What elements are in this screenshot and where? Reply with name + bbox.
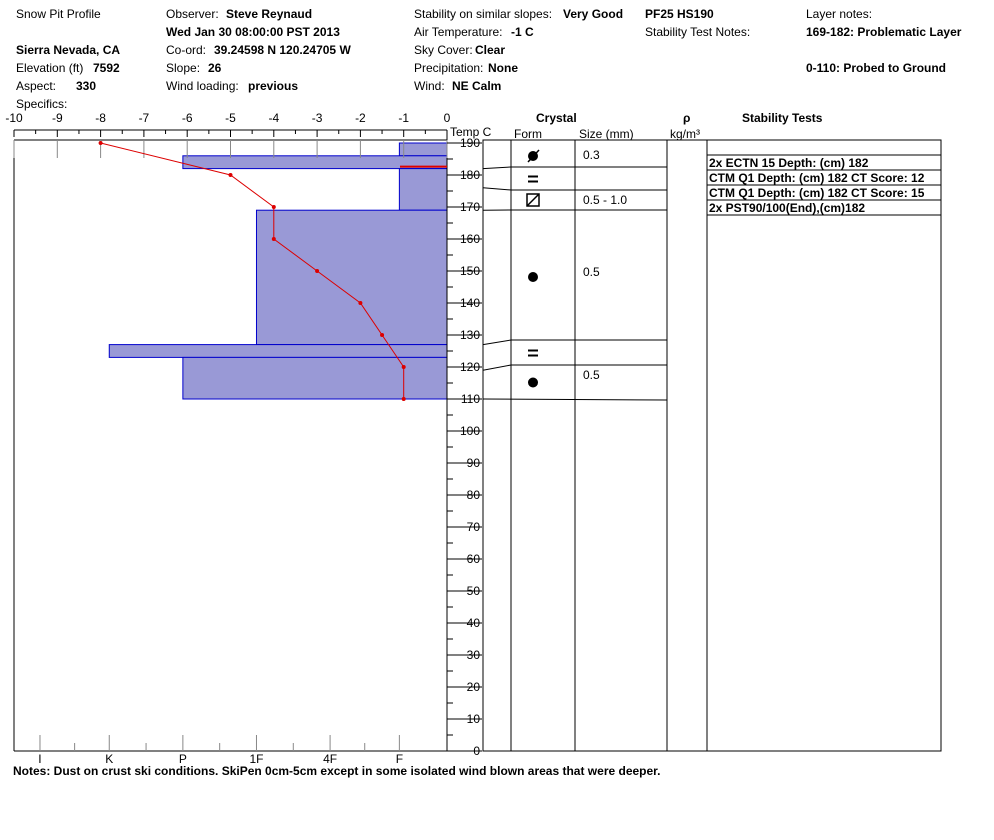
depth-tick-label: 160 xyxy=(459,232,480,246)
depth-tick-label: 90 xyxy=(466,456,480,470)
layer-note-2: 0-110: Probed to Ground xyxy=(806,61,947,75)
temperature-point xyxy=(315,269,319,273)
stability-test-notes-label: Stability Test Notes: xyxy=(645,25,751,39)
depth-tick-label: 150 xyxy=(459,264,480,278)
density-unit: kg/m³ xyxy=(670,127,700,141)
aspect-label: Aspect: xyxy=(16,79,57,93)
coord-label: Co-ord: xyxy=(166,43,207,57)
air-temp-value: -1 C xyxy=(511,25,534,39)
hardness-bar xyxy=(399,169,447,211)
depth-tick-label: 70 xyxy=(466,520,480,534)
stability-tests-table xyxy=(707,155,941,215)
depth-tick-label: 40 xyxy=(466,616,480,630)
hardness-tick-label: K xyxy=(105,752,114,766)
hardness-tick-label: I xyxy=(38,752,42,766)
crystal-size: 0.5 - 1.0 xyxy=(583,193,628,207)
depth-tick-label: 170 xyxy=(459,200,480,214)
wind-loading-label: Wind loading: xyxy=(166,79,239,93)
wind-loading-value: previous xyxy=(248,79,299,93)
stability-tests-header: Stability Tests xyxy=(742,111,823,125)
size-header: Size (mm) xyxy=(579,127,634,141)
stability-test-entry: CTM Q1 Depth: (cm) 182 CT Score: 12 xyxy=(709,171,925,185)
observer-label: Observer: xyxy=(166,7,219,21)
temp-tick-label: -1 xyxy=(398,111,410,125)
pf-hs: PF25 HS190 xyxy=(645,7,714,21)
slope-value: 26 xyxy=(208,61,222,75)
depth-tick-label: 120 xyxy=(459,360,480,374)
temperature-point xyxy=(402,397,406,401)
depth-tick-label: 100 xyxy=(459,424,480,438)
aspect-value: 330 xyxy=(76,79,97,93)
specifics-label: Specifics: xyxy=(16,97,68,111)
location: Sierra Nevada, CA xyxy=(16,43,121,57)
depth-tick-label: 0 xyxy=(473,744,480,758)
sky-value: Clear xyxy=(475,43,506,57)
hardness-bar xyxy=(256,210,447,344)
sky-label: Sky Cover: xyxy=(414,43,473,57)
depth-tick-label: 110 xyxy=(460,392,480,406)
temperature-point xyxy=(272,205,276,209)
page-title: Snow Pit Profile xyxy=(16,7,101,21)
crystal-header: Crystal xyxy=(536,111,577,125)
temp-tick-label: 0 xyxy=(443,111,451,125)
depth-tick-label: 180 xyxy=(459,168,480,182)
depth-tick-label: 130 xyxy=(459,328,480,342)
density-header: ρ xyxy=(683,111,691,125)
temperature-point xyxy=(358,301,362,305)
table-frame xyxy=(483,140,941,751)
depth-tick-label: 80 xyxy=(466,488,480,502)
temp-tick-label: -5 xyxy=(225,111,236,125)
temperature-point xyxy=(380,333,384,337)
layer-notes-label: Layer notes: xyxy=(806,7,873,21)
notes: Notes: Dust on crust ski conditions. SkiPen 0cm-5cm except in some isolated wind blown areas that were deeper. xyxy=(13,764,661,778)
stability-test-entry: CTM Q1 Depth: (cm) 182 CT Score: 15 xyxy=(709,186,925,200)
temp-tick-label: -3 xyxy=(311,111,323,125)
depth-tick-label: 30 xyxy=(466,648,480,662)
depth-tick-label: 140 xyxy=(459,296,480,310)
rounded-grain-icon xyxy=(528,378,538,388)
temperature-point xyxy=(272,237,276,241)
temp-tick-label: -10 xyxy=(5,111,23,125)
hardness-tick-label: 4F xyxy=(323,752,338,766)
stability-test-entry: 2x ECTN 15 Depth: (cm) 182 xyxy=(709,156,869,170)
hardness-bar xyxy=(399,143,447,156)
temperature-point xyxy=(402,365,406,369)
crystal-size: 0.5 xyxy=(583,265,600,279)
wind-value: NE Calm xyxy=(452,79,502,93)
elevation-label: Elevation (ft) xyxy=(16,61,84,75)
hardness-layers xyxy=(109,143,447,399)
crystal-size: 0.3 xyxy=(583,148,600,162)
temp-axis-label: Temp C xyxy=(450,125,492,139)
depth-tick-label: 10 xyxy=(466,712,480,726)
faceted-crystal-slash xyxy=(527,194,539,206)
temp-tick-label: -9 xyxy=(51,111,63,125)
slope-label: Slope: xyxy=(166,61,201,75)
hardness-tick-label: 1F xyxy=(249,752,264,766)
stability-value: Very Good xyxy=(563,7,624,21)
hardness-tick-label: F xyxy=(395,752,404,766)
coord-value: 39.24598 N 120.24705 W xyxy=(214,43,351,57)
temp-tick-label: -8 xyxy=(95,111,106,125)
hardness-bar xyxy=(183,357,447,399)
depth-tick-label: 60 xyxy=(466,552,480,566)
temp-tick-label: -4 xyxy=(268,111,280,125)
stability-test-entry: 2x PST90/100(End),(cm)182 xyxy=(709,201,866,215)
stability-label: Stability on similar slopes: xyxy=(414,7,553,21)
wind-label: Wind: xyxy=(414,79,445,93)
temperature-point xyxy=(229,173,233,177)
observer-value: Steve Reynaud xyxy=(226,7,313,21)
temperature-point xyxy=(99,141,103,145)
form-header: Form xyxy=(514,127,542,141)
crystal-table xyxy=(483,140,941,751)
temp-tick-label: -6 xyxy=(181,111,193,125)
air-temp-label: Air Temperature: xyxy=(414,25,503,39)
precip-label: Precipitation: xyxy=(414,61,484,75)
temp-tick-label: -2 xyxy=(355,111,366,125)
depth-tick-label: 190 xyxy=(459,136,480,150)
rounded-grain-icon xyxy=(528,272,538,282)
temp-tick-label: -7 xyxy=(138,111,150,125)
observation-date: Wed Jan 30 08:00:00 PST 2013 xyxy=(166,25,340,39)
precip-value: None xyxy=(488,61,518,75)
layer-note-1: 169-182: Problematic Layer xyxy=(806,25,962,39)
depth-tick-label: 20 xyxy=(466,680,480,694)
depth-tick-label: 50 xyxy=(466,584,480,598)
elevation-value: 7592 xyxy=(93,61,120,75)
crystal-size: 0.5 xyxy=(583,368,600,382)
hardness-tick-label: P xyxy=(178,752,187,766)
